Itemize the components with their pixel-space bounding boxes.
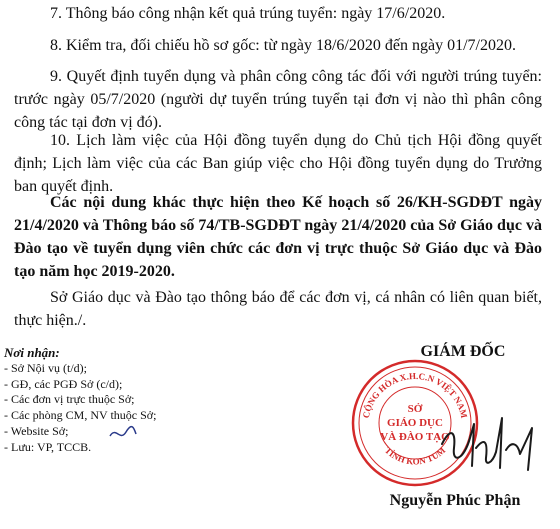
recipient-item: - Website Sở;	[4, 423, 69, 438]
bold-note: Các nội dung khác thực hiện theo Kế hoạch số 26/KH-SGDĐT ngày 21/4/2020 và Thông báo số 74/TB-SGDĐT ngày 21/4/2020 của Sở Giáo dục và Đào tạo về tuyển dụng viên chức các đơn vị trực thuộc Sở Giáo dục và Đào tạo năm học 2019-2020.	[14, 194, 542, 280]
item-8: 8. Kiểm tra, đối chiếu hồ sơ gốc: từ ngày 18/6/2020 đến ngày 01/7/2020.	[50, 37, 516, 54]
closing-paragraph: Sở Giáo dục và Đào tạo thông báo để các đơn vị, cá nhân có liên quan biết, thực hiện./.	[14, 289, 542, 329]
recipient-item: - Các đơn vị trực thuộc Sở;	[4, 392, 135, 407]
recipient-item: - Sở Nội vụ (t/d);	[4, 361, 88, 375]
seal-ring-text: CỘNG HÒA X.H.C.N VIỆT NAM	[360, 370, 470, 420]
initial-mark-icon	[108, 424, 138, 444]
recipient-item: - Lưu: VP, TCCB.	[4, 439, 92, 454]
signature-title: GIÁM ĐỐC	[420, 343, 506, 360]
item-7: 7. Thông báo công nhận kết quả trúng tuyển: ngày 17/6/2020.	[50, 5, 446, 22]
seal-center-line: GIÁO DỤC	[387, 417, 443, 429]
signer-name: Nguyễn Phúc Phận	[389, 492, 521, 509]
recipients-label: Nơi nhận:	[4, 345, 60, 360]
item-9: 9. Quyết định tuyển dụng và phân công công tác đối với người trúng tuyển: trước ngày 05/7/2020 (người dự tuyển trúng tuyển tại đơn vị nào thì phân công công tác tại đơn vị đó).	[14, 68, 542, 131]
item-10: 10. Lịch làm việc của Hội đồng tuyển dụng do Chủ tịch Hội đồng quyết định; Lịch làm việc của các Ban giúp việc cho Hội đồng tuyển dụng do Trưởng ban quyết định.	[14, 132, 542, 195]
handwritten-signature-icon	[436, 408, 546, 478]
seal-bottom-text: TỈNH KON TUM	[382, 445, 448, 467]
recipient-item: - GĐ, các PGĐ Sở (c/d);	[4, 376, 123, 391]
recipient-item: - Các phòng CM, NV thuộc Sở;	[4, 408, 157, 423]
seal-center-line: VÀ ĐÀO TẠO	[380, 431, 450, 443]
seal-center-line: SỞ	[407, 403, 423, 415]
